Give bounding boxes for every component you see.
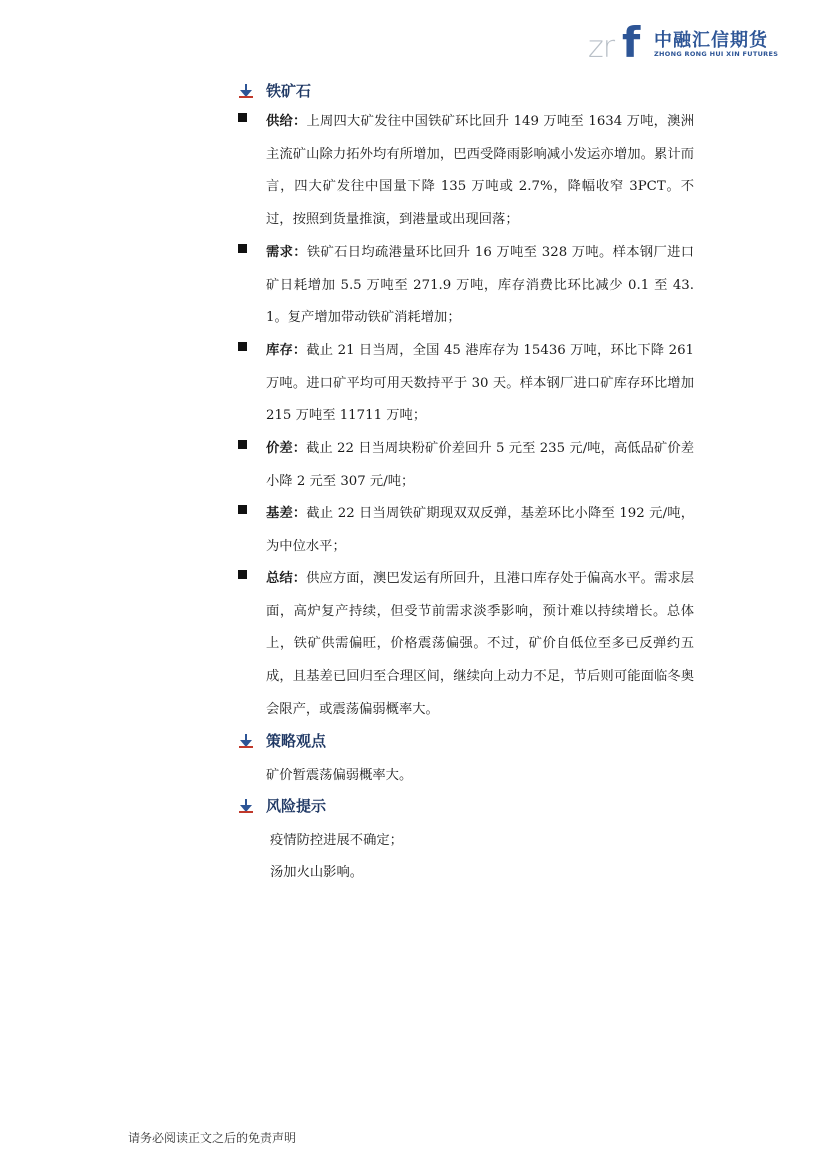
bullet-text: 铁矿石日均疏港量环比回升 16 万吨至 328 万吨。样本钢厂进口矿日耗增加 5.5 万吨至 271.9 万吨，库存消费比环比减少 0.1 至 43.1。复产增加带动铁矿消耗增加； — [266, 245, 694, 326]
square-bullet-icon — [238, 440, 247, 449]
logo-english-name: ZHONG RONG HUI XIN FUTURES — [654, 50, 779, 58]
bullet-body — [266, 498, 694, 563]
logo-mark: zr — [588, 30, 615, 65]
square-bullet-icon — [238, 570, 247, 579]
arrow-bullet-icon — [238, 83, 254, 99]
section-title: 铁矿石 — [266, 82, 312, 100]
section-title: 策略观点 — [266, 732, 327, 750]
bullet-label: 总结： — [266, 571, 307, 586]
bullet-label: 价差： — [266, 441, 307, 456]
bullet-text: 供应方面，澳巴发运有所回升，且港口库存处于偏高水平。需求层面，高炉复产持续，但受节前需求淡季影响，预计难以持续增长。总体上，铁矿供需偏旺，价格震荡偏强。不过，矿价自低位至多已反弹约五成，且基差已回归至合理区间，继续向上动力不足，节后则可能面临冬奥会限产，或震荡偏弱概率大。 — [266, 571, 695, 717]
bullet-text: 截止 21 日当周，全国 45 港库存为 15436 万吨，环比下降 261 万吨。进口矿平均可用天数持平于 30 天。样本钢厂进口矿库存环比增加 215 万吨至 11711 万吨； — [266, 343, 694, 424]
disclaimer-footer: 请务必阅读正文之后的免责声明 — [128, 1131, 297, 1145]
bullet-label: 基差： — [266, 506, 307, 521]
section-heading-iron-ore — [238, 80, 311, 101]
bullet-text: 上周四大矿发往中国铁矿环比回升 149 万吨至 1634 万吨，澳洲主流矿山除力拓外均有所增加，巴西受降雨影响减小发运亦增加。累计而言，四大矿发往中国量下降 135 万吨或 2.7%，降幅收窄 3PCT。不过，按照到货量推演，到港量或出现回落； — [266, 114, 694, 228]
square-bullet-icon — [238, 113, 247, 122]
strategy-text: 矿价暂震荡偏弱概率大。 — [266, 768, 413, 783]
bullet-text: 截止 22 日当周块粉矿价差回升 5 元至 235 元/吨，高低品矿价差小降 2 元至 307 元/吨； — [266, 441, 695, 489]
bullet-label: 需求： — [266, 245, 307, 260]
bullet-body — [266, 237, 694, 335]
bullet-inventory — [238, 335, 694, 433]
square-bullet-icon — [238, 505, 247, 514]
square-bullet-icon — [238, 342, 247, 351]
bullet-basis — [238, 498, 694, 563]
section-heading-risk — [238, 795, 326, 816]
risk-item: 汤加火山影响。 — [270, 865, 364, 880]
section-title: 风险提示 — [266, 797, 327, 815]
bullet-summary — [238, 563, 694, 727]
risk-item: 疫情防控进展不确定； — [270, 833, 403, 848]
bullet-spread — [238, 433, 694, 498]
bullet-body — [266, 106, 694, 237]
arrow-bullet-icon — [238, 733, 254, 749]
bullet-body — [266, 335, 694, 433]
bullet-body — [266, 433, 694, 498]
bullet-body — [266, 563, 694, 727]
arrow-bullet-icon — [238, 798, 254, 814]
square-bullet-icon — [238, 244, 247, 253]
logo-mark-f: f — [622, 18, 641, 67]
section-heading-strategy — [238, 730, 326, 751]
bullet-demand — [238, 237, 694, 335]
bullet-label: 库存： — [266, 343, 307, 358]
logo-chinese-name: 中融汇信期货 — [654, 30, 768, 51]
bullet-label: 供给： — [266, 114, 307, 129]
bullet-supply — [238, 106, 694, 237]
company-logo — [588, 18, 788, 67]
bullet-text: 截止 22 日当周铁矿期现双双反弹，基差环比小降至 192 元/吨，为中位水平； — [266, 506, 695, 554]
